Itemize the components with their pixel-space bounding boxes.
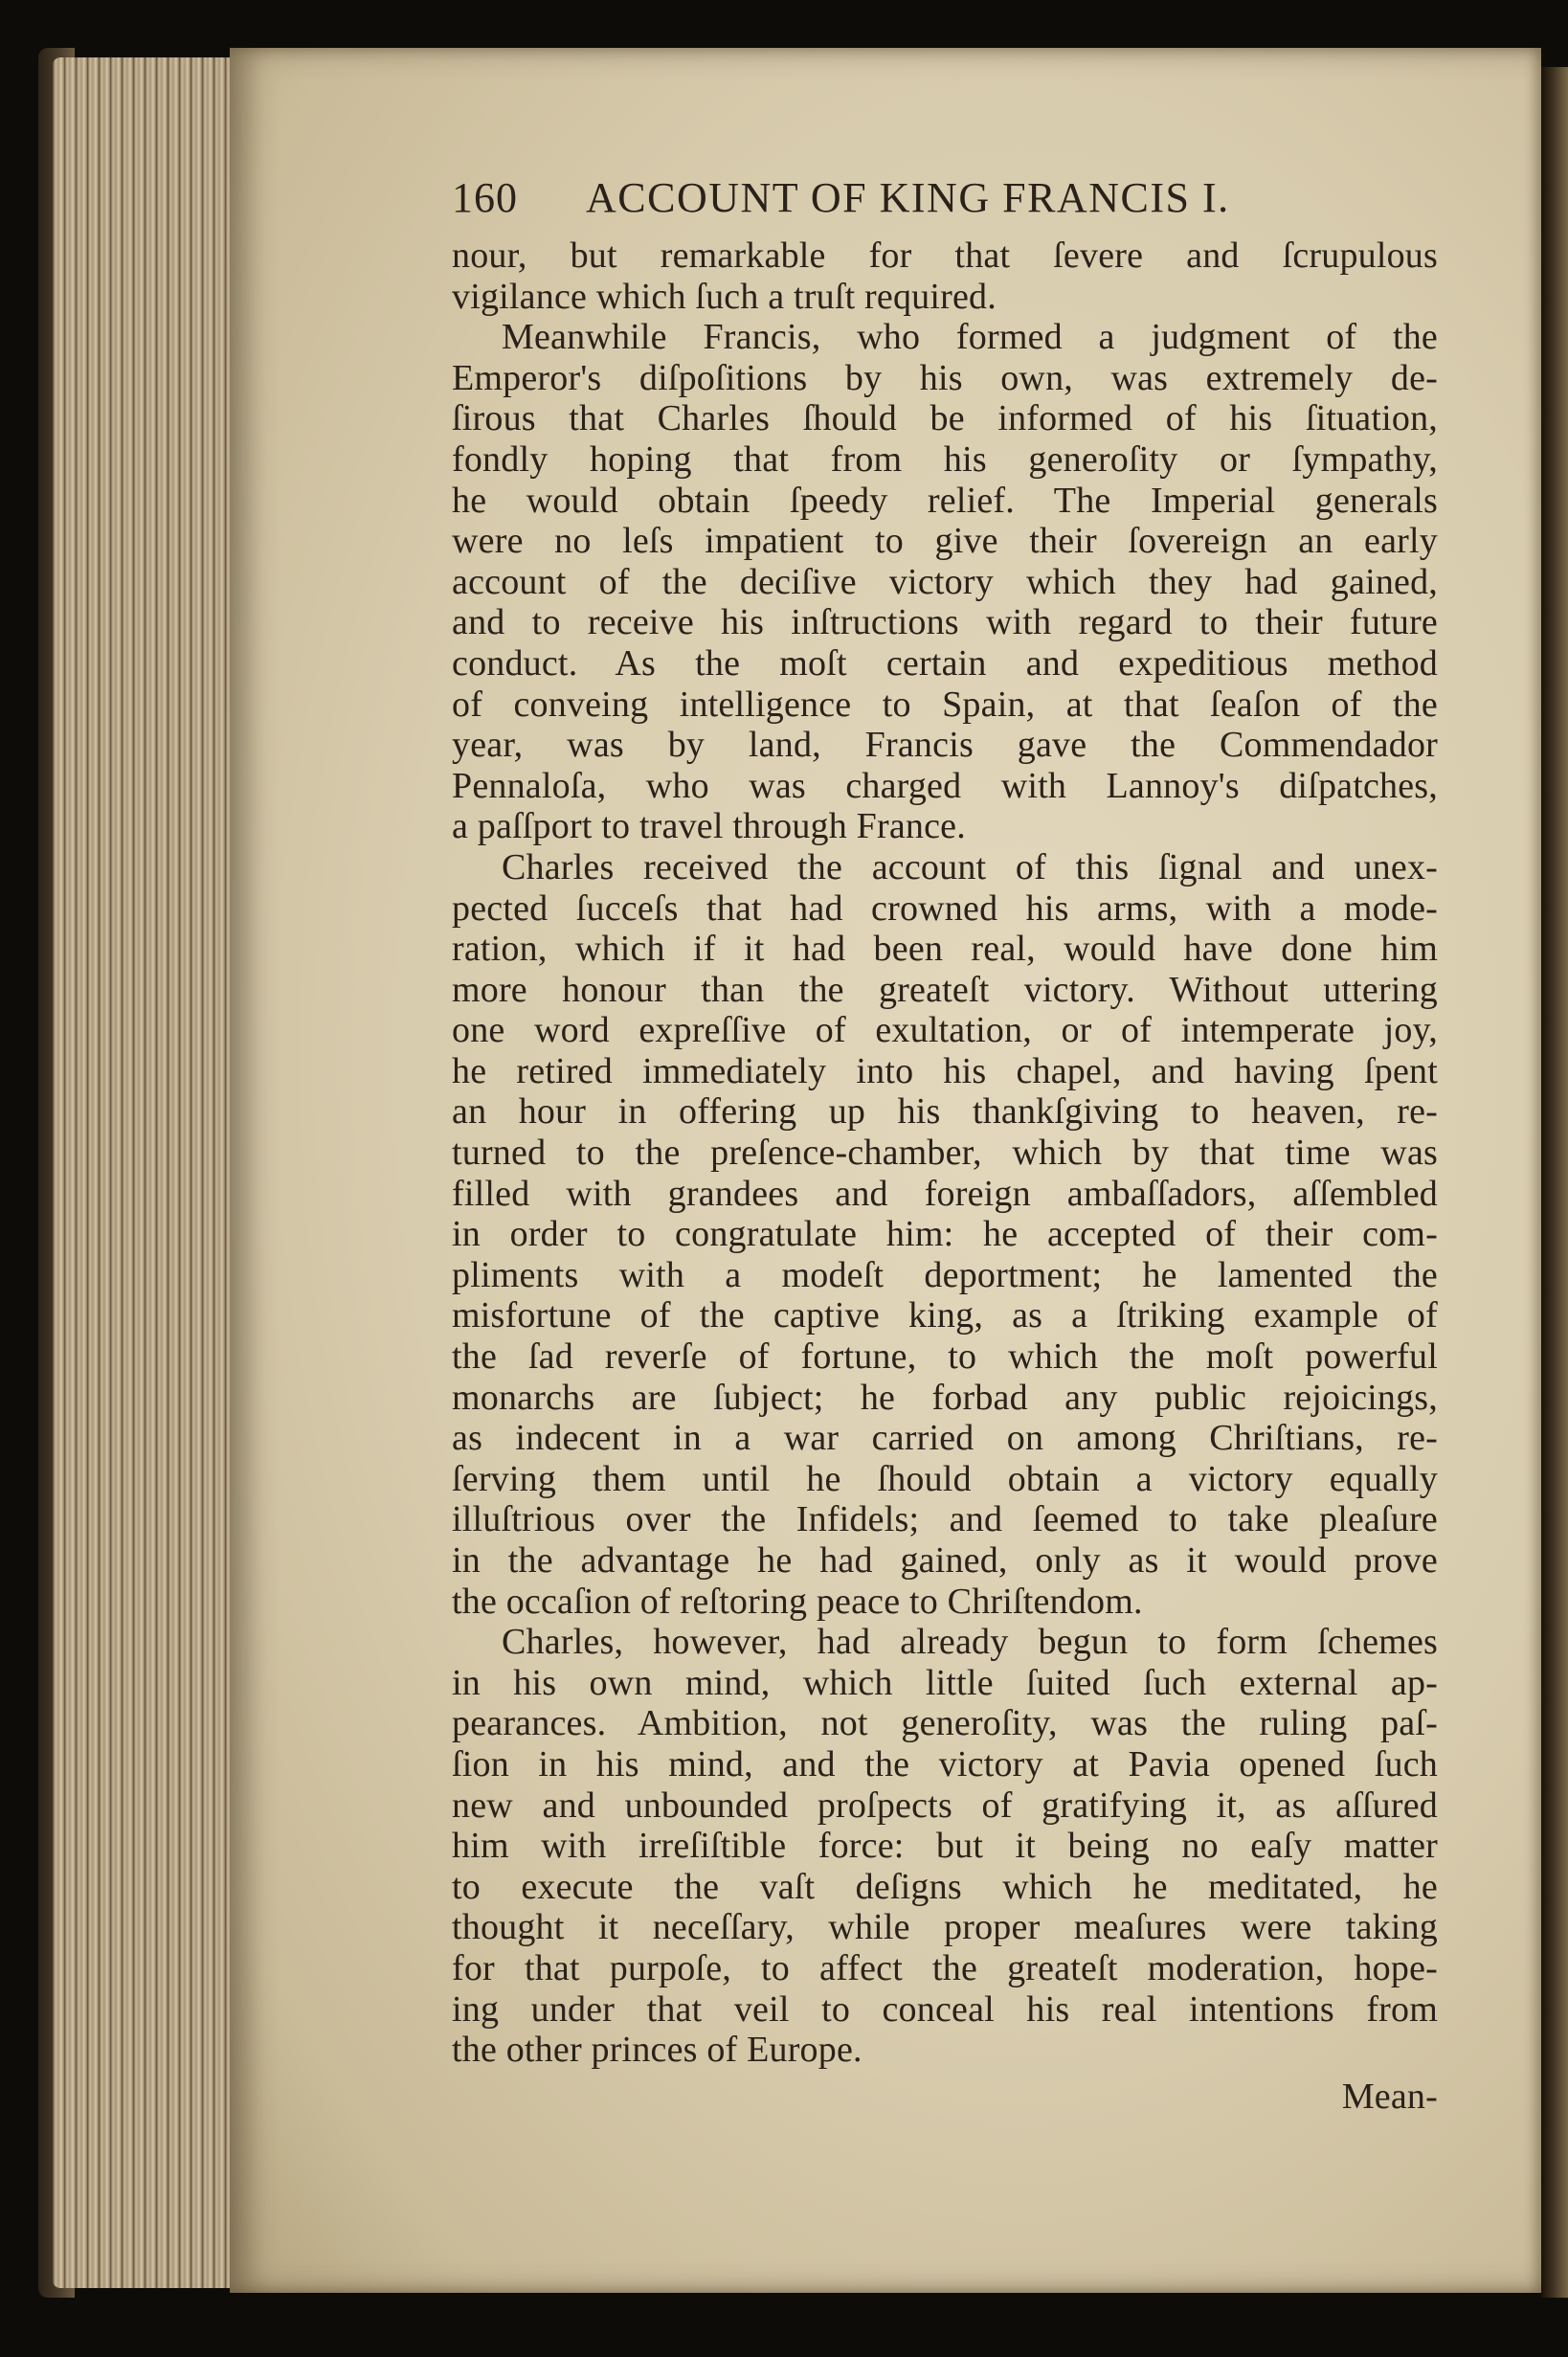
text-line: ſion in his mind, and the victory at Pavia opened ſuch [452, 1743, 1438, 1785]
text-line: Charles, however, had already begun to form ſchemes [502, 1622, 1438, 1663]
text-line: Meanwhile Francis, who formed a judgment of the [502, 317, 1438, 358]
catchword: Mean- [1341, 2076, 1438, 2117]
text-line: and to receive his inſtructions with regard to their future [452, 602, 1438, 643]
text-line: pearances. Ambition, not generoſity, was the ruling paſ- [452, 1703, 1438, 1744]
text-line: him with irreſiſtible force: but it being no eaſy matter [452, 1826, 1438, 1867]
text-line: a paſſport to travel through France. [452, 806, 966, 847]
text-line: new and unbounded proſpects of gratifying it, as aſſured [452, 1785, 1438, 1826]
text-line: misfortune of the captive king, as a ſtriking example of [452, 1295, 1438, 1336]
running-head: ACCOUNT OF KING FRANCIS I. [586, 174, 1230, 221]
text-line: of conveing intelligence to Spain, at that ſeaſon of the [452, 684, 1438, 725]
text-line: for that purpoſe, to affect the greateſt moderation, hope- [452, 1947, 1438, 1988]
text-line: he retired immediately into his chapel, and having ſpent [452, 1050, 1438, 1091]
text-line: ſirous that Charles ſhould be informed of his ſituation, [452, 398, 1438, 439]
text-line: filled with grandees and foreign ambaſſadors, aſſembled [452, 1173, 1438, 1214]
text-line: year, was by land, Francis gave the Commendador [452, 725, 1438, 766]
text-line: in order to congratulate him: he accepted of their com- [452, 1214, 1438, 1255]
text-line: vigilance which ſuch a truſt required. [452, 276, 997, 317]
facing-page-edge [1541, 67, 1568, 2298]
text-line: the other princes of Europe. [452, 2030, 862, 2071]
text-line: account of the deciſive victory which they had gained, [452, 561, 1438, 602]
text-line: one word expreſſive of exultation, or of intemperate joy, [452, 1010, 1438, 1051]
page-text-block [452, 161, 1438, 2117]
text-line: in the advantage he had gained, only as it would prove [452, 1540, 1438, 1581]
text-line: fondly hoping that from his generoſity or ſympathy, [452, 438, 1438, 480]
text-line: Charles received the account of this ſignal and unex- [502, 846, 1438, 887]
text-line: thought it neceſſary, while proper meaſures were taking [452, 1907, 1438, 1948]
text-line: the occaſion of reſtoring peace to Chriſtendom. [452, 1581, 1143, 1622]
text-line: an hour in offering up his thankſgiving to heaven, re- [452, 1091, 1438, 1133]
page-header [452, 161, 1438, 236]
page-stack-edges [53, 57, 244, 2288]
text-line: ſerving them until he ſhould obtain a victory equally [452, 1458, 1438, 1499]
body-text [452, 236, 1438, 2071]
text-line: Emperor's diſpoſitions by his own, was extremely de- [452, 357, 1438, 398]
page-number: 160 [452, 174, 518, 221]
text-line: conduct. As the moſt certain and expeditious method [452, 642, 1438, 684]
text-line: Pennaloſa, who was charged with Lannoy's diſpatches, [452, 765, 1438, 806]
text-line: monarchs are ſubject; he forbad any public rejoicings, [452, 1377, 1438, 1418]
text-line: pliments with a modeſt deportment; he lamented the [452, 1254, 1438, 1295]
text-line: illuſtrious over the Infidels; and ſeemed to take pleaſure [452, 1499, 1438, 1540]
text-line: pected ſucceſs that had crowned his arms, with a mode- [452, 887, 1438, 929]
text-line: to execute the vaſt deſigns which he meditated, he [452, 1866, 1438, 1907]
text-line: he would obtain ſpeedy relief. The Imperial generals [452, 480, 1438, 521]
text-line: as indecent in a war carried on among Chriſtians, re- [452, 1418, 1438, 1459]
text-line: ing under that veil to conceal his real intentions from [452, 1988, 1438, 2030]
text-line: turned to the preſence-chamber, which by that time was [452, 1133, 1438, 1174]
text-line: in his own mind, which little ſuited ſuch external ap- [452, 1662, 1438, 1703]
text-line: were no leſs impatient to give their ſovereign an early [452, 521, 1438, 562]
text-line: ration, which if it had been real, would have done him [452, 929, 1438, 970]
text-line: more honour than the greateſt victory. Without uttering [452, 969, 1438, 1010]
text-line: nour, but remarkable for that ſevere and ſcrupulous [452, 236, 1438, 276]
text-line: the ſad reverſe of fortune, to which the moſt powerful [452, 1336, 1438, 1378]
